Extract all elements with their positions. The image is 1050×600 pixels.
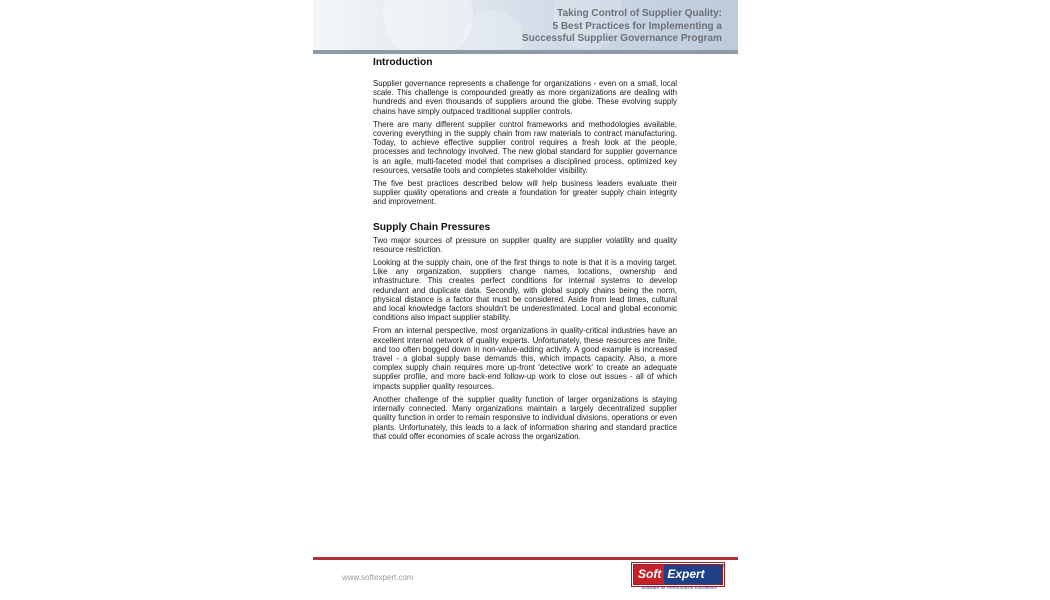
section-heading-introduction: Introduction	[373, 57, 433, 68]
logo-text-expert: Expert	[664, 565, 722, 584]
logo-tagline: Software for Performance Excellence	[641, 585, 717, 590]
supply-paragraph-2: Looking at the supply chain, one of the first things to note is that it is a moving target. Like any organization, suppliers change names, locations, ownership and infrastructure. This creates perfect conditions for internal systems to develop redundant and duplicate data. Secondly, with global supply chains being the norm, physical distance is a factor that must be considered. Aside from lead times, cultural and local knowledge factors shouldn't be underestimated. Local and global economic conditions also impact supplier stability.	[373, 258, 677, 323]
intro-paragraph-2: There are many different supplier control frameworks and methodologies available, covering everything in the supply chain from raw materials to contract manufacturing. Today, to achieve effective supplier control requires a fresh look at the people, processes and technology involved. The new global standard for supplier governance is an agile, multi-faceted model that comprises a disciplined process, optimized key resources, versatile tools and completes stakeholder visibility.	[373, 119, 677, 175]
logo-text-soft: Soft	[634, 565, 664, 584]
registered-mark: ®	[722, 564, 726, 570]
title-line-1: Taking Control of Supplier Quality:	[557, 8, 722, 19]
supply-paragraph-1: Two major sources of pressure on supplier quality are supplier volatility and quality resource restriction.	[373, 235, 677, 254]
supply-paragraph-4: Another challenge of the supplier quality function of larger organizations is staying internally connected. Many organizations maintain a largely decentralized supplier quality function in order to remain responsive to individual divisions, operations or even plants. Unfortunately, this leads to a lack of information sharing and standard practice that could offer economies of scale across the organization.	[373, 394, 677, 441]
document-title	[422, 8, 722, 46]
section-heading-supply-chain: Supply Chain Pressures	[373, 221, 491, 233]
title-line-2: 5 Best Practices for Implementing a	[552, 20, 722, 32]
document-body	[373, 57, 677, 445]
document-page	[313, 0, 738, 600]
intro-paragraph-1: Supplier governance represents a challenge for organizations - even on a small, local scale. This challenge is compounded greatly as more organizations are dealing with hundreds and even thousands of suppliers around the globe. These evolving supply chains have simply outpaced traditional supplier controls.	[373, 79, 677, 116]
logo-wordmark	[633, 564, 723, 585]
title-line-3: Successful Supplier Governance Program	[521, 33, 722, 44]
header-banner	[313, 0, 738, 50]
softexpert-logo	[633, 564, 725, 594]
footer-divider	[313, 557, 738, 560]
footer-website-link[interactable]: www.softexpert.com	[342, 573, 414, 582]
header-divider	[313, 50, 738, 54]
intro-paragraph-3: The five best practices described below will help business leaders evaluate their supplier quality operations and create a foundation for greater supply chain integrity and improvement.	[373, 179, 677, 207]
supply-paragraph-3: From an internal perspective, most organizations in quality-critical industries have an excellent internal network of quality experts. Unfortunately, these resources are finite, and too often bogged down in non-value-adding activity. A good example is increased travel - a global supply base demands this, which impacts capacity. Also, a more complex supply chain requires more up-front 'detective work' to create an adequate supplier profile, and more back-end follow-up work to close out issues - all of which impacts supplier quality resources.	[373, 326, 677, 391]
